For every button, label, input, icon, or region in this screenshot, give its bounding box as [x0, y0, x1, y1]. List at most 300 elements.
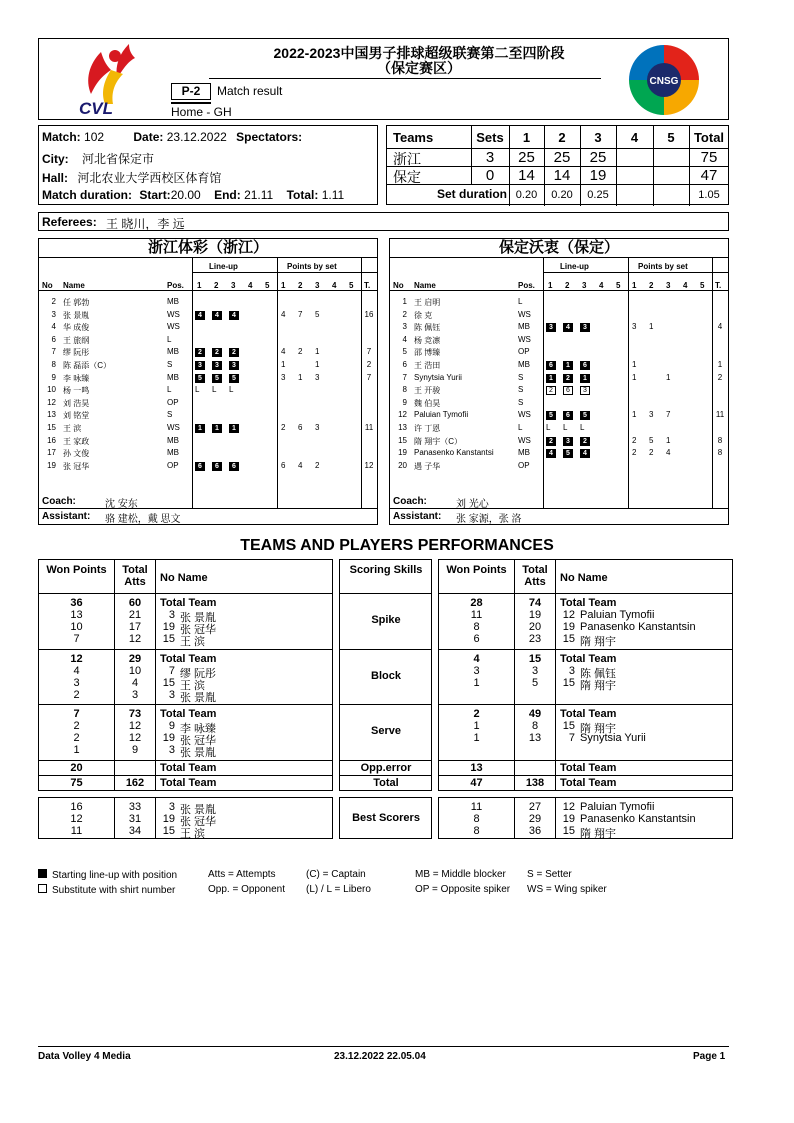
player-position: MB: [518, 360, 530, 369]
player-name: 刘 铭堂: [63, 411, 90, 421]
skill-label: Block: [371, 669, 401, 682]
lineup-cell: [195, 310, 205, 320]
legend-captain: (C) = Captain: [306, 869, 366, 880]
lineup-position: 3: [195, 361, 205, 370]
lineup-position: 2: [546, 437, 556, 446]
player-number: 17: [47, 448, 56, 458]
lineup-cell: [563, 360, 573, 370]
lineup-position: L: [229, 385, 234, 395]
lineup-position: 1: [229, 424, 239, 433]
player-name: 王 滨: [180, 636, 206, 648]
lineup-position: 4: [563, 323, 573, 332]
lineup-position: 1: [546, 374, 556, 383]
lineup-set-label: 2: [565, 281, 570, 290]
lineup-position: 3: [229, 361, 239, 370]
won-points: 2: [73, 732, 80, 744]
lineup-cell: [580, 373, 590, 383]
coach-label: Coach:: [393, 496, 427, 507]
skills-column: [339, 559, 432, 791]
player-number: 1: [402, 297, 407, 306]
teams-header: Teams: [393, 130, 434, 145]
total-atts: 20: [528, 621, 542, 633]
player-name: 张 冠华: [63, 461, 90, 471]
player-name: Total Team: [160, 653, 217, 665]
coach-name: 刘 光心: [456, 499, 489, 510]
lineup-position: 5: [546, 411, 556, 420]
set-points: 4: [666, 448, 671, 458]
performance-title: TEAMS AND PLAYERS PERFORMANCES: [240, 537, 554, 554]
match-date: 23.12.2022: [166, 130, 227, 144]
player-number: 15: [398, 435, 407, 445]
lineup-position: 2: [212, 348, 222, 357]
name-label: Name: [414, 281, 436, 290]
player-position: L: [167, 334, 172, 344]
set-points: 2: [281, 423, 286, 432]
end-time: 21.11: [244, 188, 274, 202]
total-atts: 4: [131, 677, 139, 689]
coach-label: Coach:: [42, 496, 76, 507]
lineup-position: L: [546, 423, 551, 432]
total-won: 47: [470, 777, 483, 789]
player-number: 15: [562, 720, 575, 732]
set-points: 3: [315, 423, 320, 432]
lineup-cell: [580, 410, 590, 420]
player-name: Synytsia Yurii: [580, 732, 646, 744]
team-a-roster: [38, 238, 378, 525]
lineup-position: 4: [229, 311, 239, 320]
footer-page: Page 1: [693, 1051, 726, 1062]
set-points: 1: [632, 372, 637, 382]
player-name: 隋 翔宇: [580, 723, 617, 735]
lineup-position: L: [212, 385, 217, 395]
won-points: 2: [73, 689, 80, 701]
best-won: 8: [473, 825, 480, 837]
player-name: 隋 翔宇（C）: [414, 436, 462, 446]
lineup-position: 6: [212, 462, 222, 471]
player-position: L: [518, 297, 523, 306]
player-total: 2: [366, 360, 372, 369]
won-points: 36: [70, 597, 83, 609]
won-points: 3: [73, 677, 80, 689]
lineup-position: 2: [580, 437, 590, 446]
player-name: 王 旅纲: [63, 335, 90, 345]
set-points: 1: [298, 372, 303, 382]
player-number: 16: [47, 435, 56, 445]
lineup-set-label: 3: [231, 281, 236, 290]
player-total: 1: [717, 360, 723, 369]
player-total: 11: [715, 410, 725, 420]
player-number: 9: [51, 372, 56, 382]
lineup-position: 3: [580, 386, 590, 395]
player-position: MB: [518, 322, 530, 332]
player-name: 王 开骏: [414, 386, 441, 396]
player-name: 隋 翔宇: [580, 680, 617, 692]
set-points: 2: [315, 460, 320, 470]
set-points: 7: [298, 309, 303, 319]
lineup-cell: [212, 385, 216, 394]
player-name: Panasenko Kanstantsin: [580, 621, 696, 633]
player-number: 3: [168, 801, 175, 813]
legend-op: OP = Opposite spiker: [415, 884, 511, 895]
points-set-label: 1: [632, 281, 637, 290]
player-number: 6: [402, 360, 407, 369]
best-atts: 31: [128, 813, 142, 825]
player-name: 张 景胤: [180, 612, 217, 624]
lineup-cell: [212, 360, 222, 370]
player-name: 王 浩田: [414, 361, 441, 370]
no-name-header: No Name: [560, 572, 608, 584]
total-atts: 13: [528, 732, 542, 744]
total-atts: 138: [525, 777, 545, 789]
no-name-header: No Name: [160, 572, 208, 584]
total-atts: 3: [531, 665, 539, 677]
lineup-cell: [546, 360, 556, 370]
player-name: 张 冠华: [180, 624, 217, 636]
lineup-cell: [580, 436, 590, 446]
player-number: 6: [51, 334, 56, 344]
legend-substitute: Substitute with shirt number: [38, 884, 175, 896]
total-atts: 21: [128, 609, 142, 621]
lineup-position: L: [563, 423, 568, 432]
lineup-cell: [195, 423, 205, 433]
player-name: 徐 克: [414, 310, 433, 320]
total-atts: 12: [128, 720, 142, 732]
best-atts: 27: [528, 801, 542, 813]
lineup-cell: [580, 385, 590, 395]
lineup-position: 2: [546, 386, 556, 395]
filled-square-icon: [38, 869, 47, 878]
player-number: 19: [162, 621, 175, 633]
svg-text:CNSG: CNSG: [649, 76, 679, 87]
set-points: 4: [281, 347, 286, 357]
lineup-set-label: 5: [616, 281, 621, 290]
total-atts-header: Total Atts: [122, 564, 148, 588]
points-set-label: 5: [700, 281, 705, 290]
set-points: 3: [649, 410, 654, 420]
lineup-position: 3: [212, 361, 222, 370]
coach-name: 沈 安东: [105, 499, 138, 510]
lineup-cell: [546, 373, 556, 383]
player-number: 13: [47, 410, 56, 420]
player-number: 5: [402, 347, 407, 357]
player-name: 陈 佩钰: [580, 668, 617, 680]
lineup-cell: [563, 322, 573, 332]
lineup-position: 5: [563, 449, 573, 458]
set-points: 2: [649, 448, 654, 458]
opp-error-won: 13: [470, 762, 483, 774]
player-name: 张 景胤: [180, 692, 217, 704]
player-number: 4: [402, 334, 407, 344]
opp-error-won: 20: [70, 762, 83, 774]
won-points: 1: [473, 720, 480, 732]
lineup-cell: [212, 461, 222, 471]
player-position: MB: [167, 347, 179, 357]
doc-type: Match result: [217, 84, 283, 98]
lineup-set-label: 4: [248, 281, 253, 290]
lineup-cell: [229, 423, 239, 433]
assistant-names: 张 家源，张 洛: [456, 514, 522, 525]
player-total: 8: [717, 448, 723, 458]
player-number: 3: [168, 609, 175, 621]
player-total: 12: [364, 460, 374, 470]
total-atts: 17: [128, 621, 142, 633]
player-position: WS: [518, 410, 531, 420]
set-points: 1: [315, 347, 320, 357]
total-atts: 19: [528, 609, 542, 621]
player-number: 3: [51, 309, 56, 319]
won-points: 4: [473, 653, 480, 665]
player-name: Paluian Tymofii: [580, 609, 655, 621]
total-atts-header: Total Atts: [522, 564, 548, 588]
player-name: 邵 博臻: [414, 348, 441, 358]
legend-s: S = Setter: [527, 869, 572, 880]
player-name: Panasenko Kanstantsin: [580, 813, 696, 825]
player-number: 3: [168, 744, 175, 756]
lineup-cell: [563, 373, 573, 383]
won-points: 7: [73, 633, 80, 645]
lineup-cell: [563, 385, 573, 395]
referees-box: Referees: 王 晓川，李 远: [38, 212, 729, 231]
team-a-total: 75: [700, 149, 718, 166]
total-atts: 10: [128, 665, 142, 677]
match-info-box: Match: 102 Date: 23.12.2022 Spectators: City: 河北省保定市 Hall: 河北农业大学西校区体育馆 Match duration: Start:20.00 End: 21.11 Total: 1.11: [38, 125, 378, 205]
lineup-cell: [546, 448, 556, 458]
won-points: 6: [473, 633, 480, 645]
player-name: 陈 磊添（C）: [63, 361, 111, 370]
player-name: 华 成俊: [63, 323, 90, 333]
set-points: 2: [298, 347, 303, 357]
scoring-skills-header: Scoring Skills: [349, 564, 423, 576]
player-position: S: [518, 385, 524, 395]
team-b-roster: [389, 238, 729, 525]
team-a-best-scorers: [38, 797, 333, 839]
set-points: 1: [649, 322, 654, 332]
skill-label: Serve: [371, 725, 401, 737]
player-position: S: [167, 360, 173, 369]
total-name: Total Team: [560, 777, 617, 789]
set-points: 3: [315, 372, 320, 382]
won-points: 11: [470, 609, 483, 621]
lineup-position: 2: [229, 348, 239, 357]
player-name: 孙 文俊: [63, 449, 90, 459]
player-position: S: [518, 397, 524, 407]
title-line1: 2022-2023中国男子排球超级联赛第二至四阶段: [273, 45, 565, 61]
total-atts: 9: [131, 744, 139, 756]
lineup-set-label: 1: [548, 281, 553, 290]
team-a-performance-table: [38, 559, 333, 791]
lineup-position: 3: [563, 437, 573, 446]
player-position: OP: [167, 397, 179, 407]
won-points: 13: [70, 609, 83, 621]
skill-label: Spike: [371, 614, 401, 626]
won-points: 2: [73, 720, 80, 732]
player-name: 张 冠华: [180, 816, 217, 828]
points-set-label: 4: [332, 281, 337, 290]
player-name: Total Team: [560, 597, 617, 609]
lineup-position: 6: [229, 462, 239, 471]
player-name: Paluian Tymofii: [414, 410, 469, 420]
lineup-position: 5: [580, 411, 590, 420]
player-name: 王 家政: [63, 436, 90, 446]
svg-text:CVL: CVL: [79, 99, 113, 118]
lineup-set-label: 1: [197, 281, 202, 290]
won-points: 1: [473, 677, 480, 689]
player-name: Total Team: [560, 653, 617, 665]
match-number: 102: [84, 130, 105, 144]
lineup-position: 3: [580, 323, 590, 332]
player-number: 8: [402, 385, 407, 395]
player-position: WS: [518, 334, 531, 344]
footer-date: 23.12.2022 22.05.04: [334, 1051, 426, 1062]
player-name: Total Team: [160, 597, 217, 609]
total-atts: 12: [128, 732, 142, 744]
player-total: 4: [717, 322, 723, 332]
player-number: 3: [402, 322, 407, 332]
player-name: 隋 翔宇: [580, 828, 617, 840]
home-gh: Home - GH: [171, 105, 232, 119]
won-points: 4: [73, 665, 80, 677]
lineup-position: 4: [546, 449, 556, 458]
no-label: No: [393, 281, 404, 290]
player-name: 王 滨: [180, 680, 206, 692]
empty-square-icon: [38, 884, 47, 893]
total-atts: 162: [125, 777, 145, 789]
lineup-cell: [546, 322, 556, 332]
points-set-label: 5: [349, 281, 354, 290]
player-position: S: [518, 372, 524, 382]
lineup-cell: [546, 436, 556, 446]
total-name: Total Team: [160, 777, 217, 789]
total-duration: 1.11: [321, 188, 345, 202]
total-atts: 74: [528, 597, 542, 609]
referees-names: 王 晓川，李 远: [106, 217, 185, 231]
lineup-position: 6: [563, 386, 573, 395]
player-number: 19: [162, 813, 175, 825]
lineup-position: 4: [580, 449, 590, 458]
lineup-position: L: [580, 423, 585, 432]
won-points-header: Won Points: [46, 564, 107, 576]
won-points: 12: [70, 653, 83, 665]
lineup-set-label: 5: [265, 281, 270, 290]
lineup-label: Line-up: [209, 262, 238, 271]
player-name: 任 郭勃: [63, 298, 90, 307]
no-label: No: [42, 281, 53, 290]
player-number: 19: [47, 460, 56, 470]
set-points: 5: [315, 309, 320, 319]
header-box: [38, 38, 729, 120]
player-name: 陈 佩钰: [414, 323, 441, 333]
total-atts: 60: [128, 597, 142, 609]
player-position: OP: [518, 460, 530, 470]
team-b-best-scorers: [438, 797, 733, 839]
set-points: 5: [649, 435, 654, 445]
lineup-cell: [546, 410, 556, 420]
best-won: 16: [70, 801, 83, 813]
lineup-position: L: [195, 385, 200, 395]
lineup-cell: [212, 347, 222, 357]
player-name: 张 景胤: [180, 747, 217, 759]
player-number: 15: [162, 677, 175, 689]
lineup-cell: [229, 385, 233, 394]
player-name: 隋 翔宇: [580, 636, 617, 648]
score-box: Teams Sets 1 2 3 4 5 Total 浙江 3 25 25 25 75 保定 0 14 14 19 47 Set duration 0.20 0.20 0.25 1.05: [386, 125, 729, 205]
legend-starting: Starting line-up with position: [38, 869, 177, 881]
team-a-sets: 3: [485, 149, 495, 166]
best-atts: 29: [528, 813, 542, 825]
player-position: WS: [518, 309, 531, 319]
total-atts: 73: [128, 708, 142, 720]
total-atts: 15: [528, 653, 542, 665]
total-atts: 49: [528, 708, 542, 720]
player-name: 缪 阮彤: [63, 348, 90, 358]
points-set-label: 2: [298, 281, 303, 290]
total-atts: 23: [528, 633, 542, 645]
player-name: Panasenko Kanstantsi: [414, 448, 494, 458]
opp-error-name: Total Team: [560, 762, 617, 774]
lineup-position: 1: [212, 424, 222, 433]
lineup-position: 6: [546, 361, 556, 370]
legend-libero: (L) / L = Libero: [306, 884, 371, 895]
set-points: 1: [666, 435, 671, 445]
set-points: 6: [298, 423, 303, 432]
player-number: 2: [402, 309, 407, 319]
won-points: 3: [473, 665, 480, 677]
lineup-position: 2: [195, 348, 205, 357]
won-points: 28: [470, 597, 483, 609]
player-total: 8: [717, 435, 723, 445]
lineup-cell: [195, 347, 205, 357]
player-name: 遇 子华: [414, 461, 441, 471]
won-points-header: Won Points: [446, 564, 507, 576]
title-line2: （保定赛区）: [377, 60, 461, 76]
lineup-cell: [580, 322, 590, 332]
set-points: 2: [632, 448, 637, 458]
player-number: 12: [47, 397, 56, 407]
lineup-set-label: 2: [214, 281, 219, 290]
player-position: L: [167, 385, 172, 395]
player-name: 李 咏臻: [63, 373, 90, 383]
set-points: 1: [666, 372, 671, 382]
team-b-sets: 0: [485, 167, 495, 184]
player-position: OP: [518, 347, 530, 357]
player-total: 11: [364, 423, 374, 432]
player-number: 15: [47, 423, 56, 432]
pos-label: Pos.: [167, 281, 184, 290]
player-position: OP: [167, 460, 179, 470]
lineup-cell: [212, 373, 222, 383]
lineup-cell: [212, 310, 222, 320]
lineup-cell: [546, 423, 550, 432]
player-number: 7: [402, 372, 407, 382]
lineup-set-label: 3: [582, 281, 587, 290]
total-won: 75: [70, 777, 83, 789]
legend-atts: Atts = Attempts: [208, 869, 276, 880]
lineup-position: 3: [546, 323, 556, 332]
player-number: 12: [562, 609, 575, 621]
player-number: 3: [568, 665, 575, 677]
set-points: 4: [298, 460, 303, 470]
player-position: L: [518, 423, 523, 432]
lineup-cell: [563, 410, 573, 420]
spectators-label: Spectators:: [236, 130, 303, 144]
lineup-cell: [563, 436, 573, 446]
team-b-performance-table: [438, 559, 733, 791]
player-number: 12: [398, 410, 407, 420]
lineup-position: 1: [580, 374, 590, 383]
team-a-title: 浙江体彩（浙江）: [39, 239, 377, 258]
best-scorers-label: Best Scorers: [352, 812, 420, 824]
opp-error-label: Opp.error: [360, 762, 412, 774]
